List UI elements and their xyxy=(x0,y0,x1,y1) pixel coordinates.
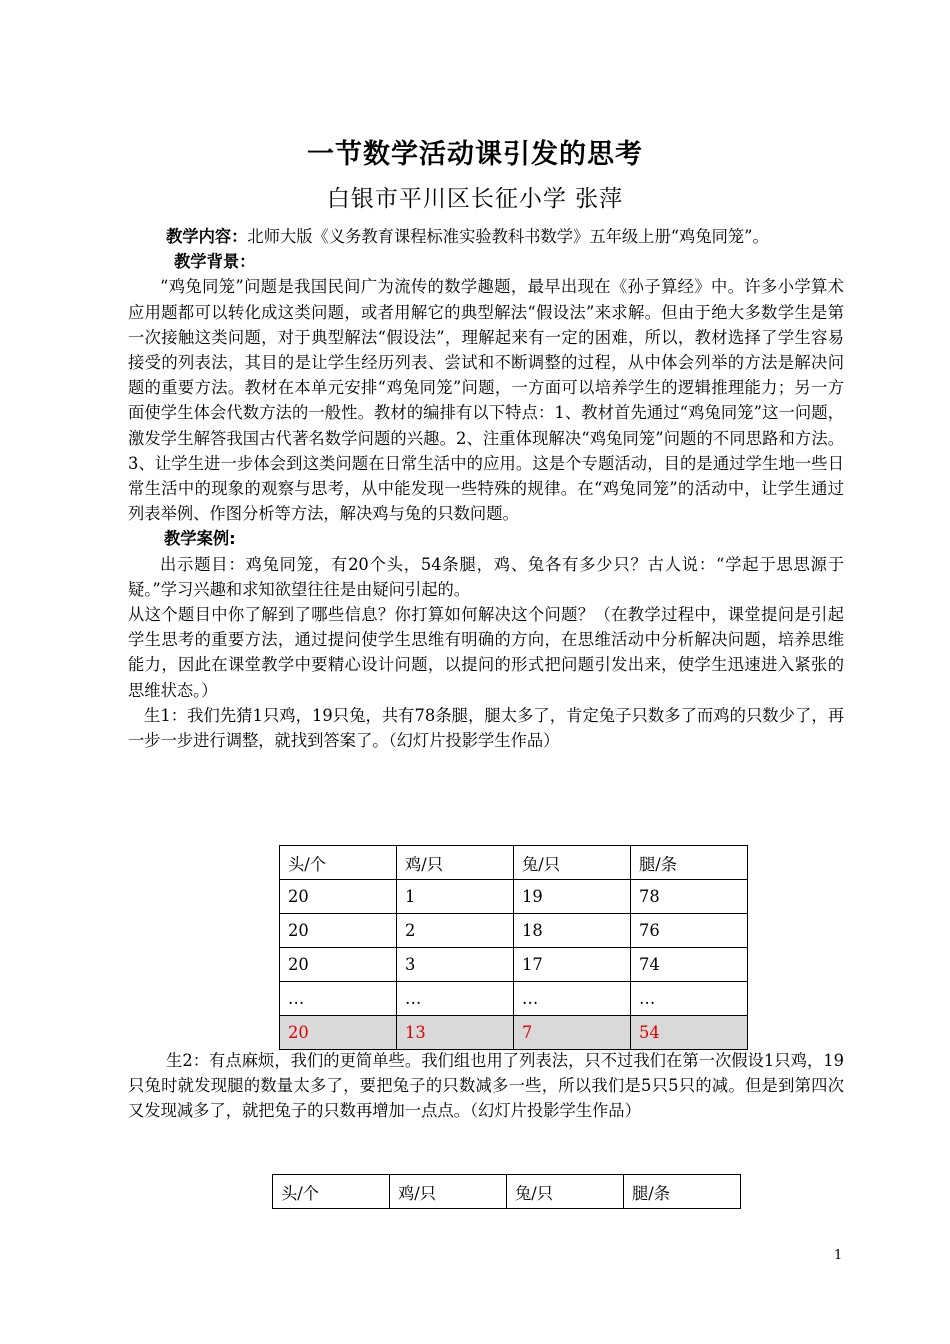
header-cell: 头/个 xyxy=(273,1175,390,1209)
table-cell: 74 xyxy=(631,948,748,982)
document-body xyxy=(128,224,844,753)
table-cell: 76 xyxy=(631,914,748,948)
table-cell: 19 xyxy=(514,880,631,914)
table-cell: 20 xyxy=(280,880,397,914)
document-title: 一节数学活动课引发的思考 xyxy=(307,139,643,170)
content-text: 北师大版《义务教育课程标准实验教科书数学》五年级上册“鸡兔同笼”。 xyxy=(247,227,769,246)
answer-row xyxy=(280,1016,748,1050)
case-label: 教学案例: xyxy=(164,529,236,549)
table-cell: … xyxy=(514,982,631,1016)
student-1-paragraph: 生1：我们先猜1只鸡，19只兔，共有78条腿，腿太多了，肯定兔子只数多了而鸡的只数少了，再一步一步进行调整，就找到答案了。（幻灯片投影学生作品） xyxy=(128,705,844,751)
page-number: 1 xyxy=(834,1248,843,1263)
student-2-paragraph: 生2：有点麻烦，我们的更简单些。我们组也用了列表法，只不过我们在第一次假设1只鸡，19只兔时就发现腿的数量太多了，要把兔子的只数减多一些，所以我们是5只5只的减。但是到第四次又发现减多了，就把兔子的只数再增加一点点。（幻灯片投影学生作品） xyxy=(128,1051,844,1121)
document-body-continued xyxy=(128,1048,844,1124)
header-cell: 头/个 xyxy=(280,846,397,880)
header-cell: 腿/条 xyxy=(624,1175,741,1209)
answer-cell: 54 xyxy=(631,1016,748,1050)
table-row xyxy=(280,914,748,948)
table-cell: 20 xyxy=(280,948,397,982)
table-row xyxy=(280,948,748,982)
table-cell: 18 xyxy=(514,914,631,948)
table-header-row xyxy=(280,846,748,880)
answer-cell: 13 xyxy=(397,1016,514,1050)
table-row xyxy=(280,880,748,914)
table-cell: … xyxy=(631,982,748,1016)
table-cell: 2 xyxy=(397,914,514,948)
table-cell: 78 xyxy=(631,880,748,914)
table-cell: 20 xyxy=(280,914,397,948)
case-heading xyxy=(128,526,844,551)
trial-table-1 xyxy=(279,845,748,1050)
answer-cell: 20 xyxy=(280,1016,397,1050)
header-cell: 鸡/只 xyxy=(397,846,514,880)
table-header-row xyxy=(273,1175,741,1209)
author-line: 白银市平川区长征小学 张萍 xyxy=(326,186,624,212)
case-paragraph-2: 从这个题目中你了解到了哪些信息？你打算如何解决这个问题？（在教学过程中，课堂提问是引起学生思考的重要方法，通过提问使学生思维有明确的方向，在思维活动中分析解决问题，培养思维能力，因此在课堂教学中要精心设计问题，以提问的形式把问题引发出来，使学生迅速进入紧张的思维状态。） xyxy=(128,605,844,700)
trial-table-2 xyxy=(272,1174,741,1209)
background-paragraph: “鸡兔同笼”问题是我国民间广为流传的数学趣题，最早出现在《孙子算经》中。许多小学算术应用题都可以转化成这类问题，或者用解它的典型解法“假设法”来求解。但由于绝大多数学生是第一次接触这类问题，对于典型解法“假设法”，理解起来有一定的困难，所以，教材选择了学生容易接受的列表法，其目的是让学生经历列表、尝试和不断调整的过程，从中体会列举的方法是解决问题的重要方法。教材在本单元安排“鸡兔同笼”问题，一方面可以培养学生的逻辑推理能力；另一方面使学生体会代数方法的一般性。教材的编排有以下特点：1、教材首先通过“鸡兔同笼”这一问题，激发学生解答我国古代著名数学问题的兴趣。2、注重体现解决“鸡兔同笼”问题的不同思路和方法。3、让学生进一步体会到这类问题在日常生活中的应用。这是个专题活动，目的是通过学生地一些日常生活中的现象的观察与思考，从中能发现一些特殊的规律。在“鸡兔同笼”的活动中，让学生通过列表举例、作图分析等方法，解决鸡与兔的只数问题。 xyxy=(128,277,844,524)
case-paragraph-1: 出示题目：鸡兔同笼，有20个头，54条腿，鸡、兔各有多少只？古人说：“学起于思思源于疑。”学习兴趣和求知欲望往往是由疑问引起的。 xyxy=(128,554,844,599)
header-cell: 鸡/只 xyxy=(390,1175,507,1209)
background-label: 教学背景： xyxy=(174,252,256,272)
content-label: 教学内容： xyxy=(166,227,248,246)
header-cell: 兔/只 xyxy=(514,846,631,880)
content-paragraph xyxy=(128,224,844,249)
table-cell: 1 xyxy=(397,880,514,914)
header-cell: 腿/条 xyxy=(631,846,748,880)
background-heading xyxy=(128,249,844,274)
answer-cell: 7 xyxy=(514,1016,631,1050)
table-cell: … xyxy=(280,982,397,1016)
header-cell: 兔/只 xyxy=(507,1175,624,1209)
table-row xyxy=(280,982,748,1016)
table-cell: 3 xyxy=(397,948,514,982)
table-cell: … xyxy=(397,982,514,1016)
table-cell: 17 xyxy=(514,948,631,982)
